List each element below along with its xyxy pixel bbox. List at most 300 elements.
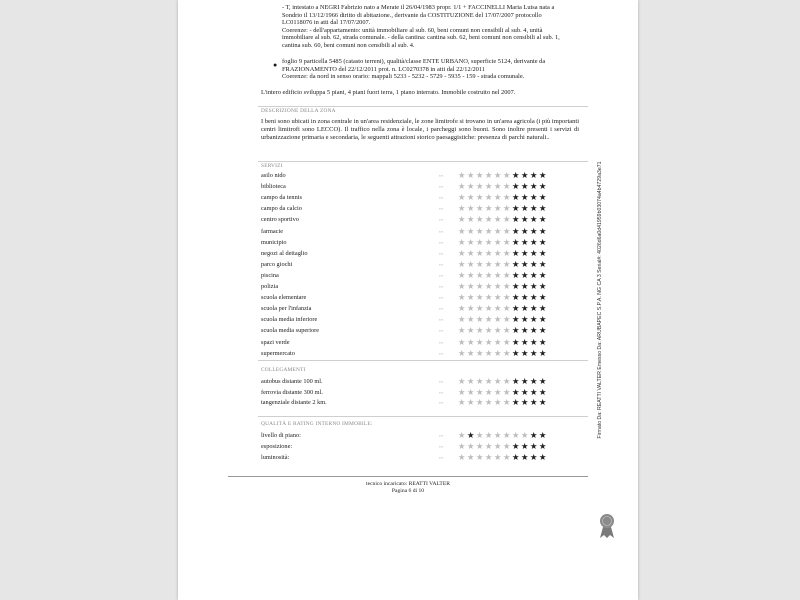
- star-icon: ★: [520, 441, 529, 451]
- star-icon: ★: [466, 258, 475, 269]
- rating-label: ferrovia distante 300 ml.: [261, 388, 323, 396]
- star-icon: ★: [475, 236, 484, 247]
- scale-marker: ▪▪▪: [439, 389, 444, 395]
- star-icon: ★: [493, 236, 502, 247]
- star-icon: ★: [520, 269, 529, 280]
- digital-signature-text: Firmato Da: REATTI VALTER Emesso Da: ARUBAPEC S.P.A. NG CA 3 Serial#: 4026d6a0d41959b03074a4b4729a3e71: [597, 161, 603, 439]
- star-icon: ★: [520, 225, 529, 236]
- star-icon: ★: [529, 292, 538, 303]
- star-icon: ★: [511, 225, 520, 236]
- star-icon: ★: [520, 236, 529, 247]
- star-icon: ★: [529, 397, 538, 407]
- star-icon: ★: [475, 292, 484, 303]
- star-icon: ★: [484, 441, 493, 451]
- star-icon: ★: [484, 386, 493, 397]
- star-icon: ★: [538, 325, 547, 336]
- star-icon: ★: [520, 247, 529, 258]
- star-icon: ★: [484, 247, 493, 258]
- star-icon: ★: [457, 192, 466, 203]
- scale-marker: ▪▪▪: [439, 455, 444, 460]
- star-icon: ★: [520, 214, 529, 225]
- star-icon: ★: [511, 236, 520, 247]
- star-icon: ★: [466, 281, 475, 291]
- star-icon: ★: [538, 225, 547, 236]
- star-icon: ★: [475, 314, 484, 325]
- star-icon: ★: [511, 314, 520, 325]
- star-icon: ★: [457, 292, 466, 303]
- star-icon: ★: [502, 430, 511, 440]
- scale-marker: ▪▪▪: [439, 350, 444, 356]
- star-icon: ★: [475, 170, 484, 180]
- certification-ribbon-icon: [597, 513, 617, 539]
- bullet-icon: ●: [273, 61, 278, 69]
- star-icon: ★: [529, 170, 538, 180]
- section-title-zona: DESCRIZIONE DELLA ZONA: [261, 108, 336, 114]
- star-icon: ★: [484, 292, 493, 303]
- star-icon: ★: [511, 452, 520, 462]
- star-icon: ★: [502, 347, 511, 358]
- rating-label: tangenziale distante 2 km.: [261, 399, 327, 406]
- star-icon: ★: [457, 314, 466, 325]
- star-icon: ★: [475, 325, 484, 336]
- star-icon: ★: [538, 376, 547, 386]
- star-icon: ★: [538, 247, 547, 258]
- star-icon: ★: [529, 347, 538, 358]
- star-icon: ★: [475, 214, 484, 225]
- star-icon: ★: [457, 236, 466, 247]
- star-icon: ★: [529, 376, 538, 386]
- star-icon: ★: [511, 325, 520, 336]
- star-icon: ★: [484, 214, 493, 225]
- star-icon: ★: [493, 192, 502, 203]
- star-icon: ★: [538, 258, 547, 269]
- star-icon: ★: [502, 247, 511, 258]
- star-icon: ★: [475, 247, 484, 258]
- star-icon: ★: [475, 181, 484, 192]
- star-icon: ★: [538, 236, 547, 247]
- star-icon: ★: [520, 336, 529, 347]
- star-icon: ★: [538, 386, 547, 397]
- star-icon: ★: [511, 170, 520, 180]
- star-icon: ★: [511, 336, 520, 347]
- star-icon: ★: [457, 376, 466, 386]
- rating-stars: [457, 259, 547, 270]
- star-icon: ★: [475, 347, 484, 358]
- rating-label: scuola elementare: [261, 294, 307, 302]
- star-icon: ★: [502, 325, 511, 336]
- rating-label: centro sportivo: [261, 216, 299, 224]
- star-icon: ★: [502, 170, 511, 180]
- divider: [258, 360, 588, 361]
- star-icon: ★: [466, 247, 475, 258]
- star-icon: ★: [529, 281, 538, 291]
- rating-stars: [457, 237, 547, 248]
- star-icon: ★: [466, 236, 475, 247]
- star-icon: ★: [493, 430, 502, 440]
- star-icon: ★: [538, 397, 547, 407]
- star-icon: ★: [502, 236, 511, 247]
- star-icon: ★: [457, 347, 466, 358]
- star-icon: ★: [457, 214, 466, 225]
- rating-stars: [457, 376, 547, 387]
- scale-marker: ▪▪▪: [439, 173, 444, 178]
- star-icon: ★: [457, 170, 466, 180]
- star-icon: ★: [466, 192, 475, 203]
- star-icon: ★: [466, 347, 475, 358]
- rating-row: [261, 398, 581, 409]
- star-icon: ★: [493, 303, 502, 314]
- star-icon: ★: [511, 303, 520, 314]
- star-icon: ★: [529, 303, 538, 314]
- star-icon: ★: [511, 441, 520, 451]
- rating-stars: [457, 170, 547, 181]
- scale-marker: ▪▪▪: [439, 433, 444, 438]
- rating-stars: [457, 192, 547, 203]
- star-icon: ★: [484, 236, 493, 247]
- scale-marker: ▪▪▪: [439, 284, 444, 289]
- star-icon: ★: [538, 181, 547, 192]
- star-icon: ★: [520, 292, 529, 303]
- star-icon: ★: [484, 314, 493, 325]
- document-page: [178, 0, 638, 600]
- scale-marker: ▪▪▪: [439, 250, 444, 256]
- scale-marker: ▪▪▪: [439, 195, 444, 201]
- rating-stars: [457, 303, 547, 314]
- rating-label: scuola per l'infanzia: [261, 305, 312, 313]
- star-icon: ★: [484, 325, 493, 336]
- star-icon: ★: [493, 325, 502, 336]
- rating-row: [261, 453, 581, 464]
- scale-marker: ▪▪▪: [439, 328, 444, 334]
- star-icon: ★: [457, 430, 466, 440]
- star-icon: ★: [457, 303, 466, 314]
- star-icon: ★: [484, 203, 493, 214]
- star-icon: ★: [502, 452, 511, 462]
- star-icon: ★: [538, 192, 547, 203]
- rating-stars: [457, 314, 547, 325]
- star-icon: ★: [466, 452, 475, 462]
- star-icon: ★: [502, 225, 511, 236]
- zona-description: I beni sono ubicati in zona centrale in un'area residenziale, le zone limitrofe si trovano in un'area agricola (i più importanti centri limitrofi sono LECCO). Il traffico nella zona è locale, i parcheggi sono buoni. Sono inoltre presenti i servizi di urbanizzazione primaria e secondaria, le seguenti attrazioni storico paesaggistiche: presenza di parchi naturali..: [261, 118, 579, 141]
- scale-marker: ▪▪▪: [439, 184, 444, 190]
- rating-label: luminosità:: [261, 454, 290, 461]
- section-title-qualita: QUALITÀ E RATING INTERNO IMMOBILE:: [261, 421, 373, 427]
- star-icon: ★: [466, 214, 475, 225]
- star-icon: ★: [457, 225, 466, 236]
- footer-page-number: Pagina 6 di 10: [391, 488, 425, 494]
- star-icon: ★: [466, 203, 475, 214]
- star-icon: ★: [511, 376, 520, 386]
- star-icon: ★: [457, 336, 466, 347]
- rating-label: polizia: [261, 283, 279, 290]
- star-icon: ★: [511, 214, 520, 225]
- scale-marker: ▪▪▪: [439, 317, 444, 323]
- star-icon: ★: [493, 203, 502, 214]
- edificio-text: L'intero edificio sviluppa 5 piani, 4 piani fuori terra, 1 piano interrato. Immobile costruito nel 2007.: [261, 89, 516, 96]
- scale-marker: ▪▪▪: [439, 400, 444, 405]
- star-icon: ★: [493, 314, 502, 325]
- star-icon: ★: [475, 225, 484, 236]
- rating-stars: [457, 387, 547, 398]
- star-icon: ★: [520, 386, 529, 397]
- star-icon: ★: [511, 292, 520, 303]
- star-icon: ★: [538, 292, 547, 303]
- rating-stars: [457, 270, 547, 281]
- footer-divider: [228, 476, 588, 477]
- star-icon: ★: [511, 386, 520, 397]
- star-icon: ★: [457, 247, 466, 258]
- star-icon: ★: [538, 203, 547, 214]
- star-icon: ★: [475, 376, 484, 386]
- star-icon: ★: [520, 181, 529, 192]
- star-icon: ★: [484, 376, 493, 386]
- star-icon: ★: [493, 269, 502, 280]
- scale-marker: ▪▪▪: [439, 206, 444, 212]
- divider: [258, 106, 588, 107]
- star-icon: ★: [493, 347, 502, 358]
- star-icon: ★: [493, 247, 502, 258]
- divider: [258, 416, 588, 417]
- star-icon: ★: [484, 181, 493, 192]
- star-icon: ★: [457, 325, 466, 336]
- rating-stars: [457, 281, 547, 292]
- star-icon: ★: [493, 397, 502, 407]
- rating-label: negozi al dettaglio: [261, 249, 308, 257]
- star-icon: ★: [475, 269, 484, 280]
- star-icon: ★: [502, 258, 511, 269]
- star-icon: ★: [511, 181, 520, 192]
- footer-tecnico: tecnico incaricato: REATTI VALTER: [366, 481, 450, 487]
- rating-label: biblioteca: [261, 183, 286, 191]
- divider: [258, 161, 588, 162]
- star-icon: ★: [520, 203, 529, 214]
- rating-label: spazi verde: [261, 338, 290, 346]
- star-icon: ★: [475, 430, 484, 440]
- star-icon: ★: [529, 386, 538, 397]
- star-icon: ★: [493, 376, 502, 386]
- star-icon: ★: [466, 386, 475, 397]
- star-icon: ★: [484, 452, 493, 462]
- section-title-servizi: SERVIZI: [261, 163, 283, 169]
- star-icon: ★: [484, 347, 493, 358]
- star-icon: ★: [475, 258, 484, 269]
- scale-marker: ▪▪▪: [439, 261, 444, 267]
- star-icon: ★: [484, 303, 493, 314]
- rating-label: campo da calcio: [261, 205, 302, 213]
- star-icon: ★: [538, 170, 547, 180]
- star-icon: ★: [475, 336, 484, 347]
- star-icon: ★: [538, 336, 547, 347]
- star-icon: ★: [475, 452, 484, 462]
- star-icon: ★: [511, 258, 520, 269]
- star-icon: ★: [529, 314, 538, 325]
- star-icon: ★: [520, 192, 529, 203]
- rating-label: autobus distante 100 ml.: [261, 378, 323, 385]
- star-icon: ★: [511, 347, 520, 358]
- star-icon: ★: [457, 441, 466, 451]
- star-icon: ★: [484, 336, 493, 347]
- rating-stars: [457, 181, 547, 192]
- star-icon: ★: [511, 203, 520, 214]
- rating-stars: [457, 248, 547, 259]
- star-icon: ★: [529, 236, 538, 247]
- star-icon: ★: [484, 258, 493, 269]
- scale-marker: ▪▪▪: [439, 444, 444, 449]
- rating-label: scuola media superiore: [261, 327, 320, 335]
- star-icon: ★: [538, 269, 547, 280]
- star-icon: ★: [520, 258, 529, 269]
- star-icon: ★: [466, 303, 475, 314]
- star-icon: ★: [529, 203, 538, 214]
- star-icon: ★: [457, 452, 466, 462]
- star-icon: ★: [493, 181, 502, 192]
- star-icon: ★: [520, 397, 529, 407]
- star-icon: ★: [466, 325, 475, 336]
- star-icon: ★: [502, 181, 511, 192]
- section-title-collegamenti: COLLEGAMENTI: [261, 367, 306, 373]
- star-icon: ★: [520, 325, 529, 336]
- rating-label: parco giochi: [261, 260, 293, 268]
- star-icon: ★: [466, 336, 475, 347]
- star-icon: ★: [538, 214, 547, 225]
- star-icon: ★: [529, 214, 538, 225]
- star-icon: ★: [520, 303, 529, 314]
- star-icon: ★: [502, 376, 511, 386]
- rating-label: campo da tennis: [261, 194, 302, 202]
- star-icon: ★: [529, 269, 538, 280]
- star-icon: ★: [484, 269, 493, 280]
- star-icon: ★: [538, 314, 547, 325]
- star-icon: ★: [538, 452, 547, 462]
- rating-stars: [457, 203, 547, 214]
- star-icon: ★: [457, 386, 466, 397]
- star-icon: ★: [475, 203, 484, 214]
- scale-marker: ▪▪▪: [439, 379, 444, 384]
- star-icon: ★: [493, 452, 502, 462]
- star-icon: ★: [484, 170, 493, 180]
- star-icon: ★: [457, 203, 466, 214]
- rating-stars: [457, 397, 547, 408]
- rating-label: municipio: [261, 238, 287, 246]
- star-icon: ★: [466, 292, 475, 303]
- rating-label: supermercato: [261, 349, 295, 357]
- star-icon: ★: [475, 281, 484, 291]
- star-icon: ★: [502, 397, 511, 407]
- star-icon: ★: [529, 452, 538, 462]
- rating-stars: [457, 337, 547, 348]
- star-icon: ★: [529, 430, 538, 440]
- rating-label: asilo nido: [261, 172, 286, 179]
- star-icon: ★: [520, 430, 529, 440]
- star-icon: ★: [493, 336, 502, 347]
- star-icon: ★: [502, 386, 511, 397]
- star-icon: ★: [529, 225, 538, 236]
- star-icon: ★: [466, 314, 475, 325]
- star-icon: ★: [529, 181, 538, 192]
- star-icon: ★: [493, 386, 502, 397]
- star-icon: ★: [511, 430, 520, 440]
- star-icon: ★: [484, 192, 493, 203]
- star-icon: ★: [502, 314, 511, 325]
- rating-stars: [457, 226, 547, 237]
- star-icon: ★: [493, 214, 502, 225]
- star-icon: ★: [538, 281, 547, 291]
- star-icon: ★: [475, 303, 484, 314]
- star-icon: ★: [466, 441, 475, 451]
- star-icon: ★: [529, 247, 538, 258]
- star-icon: ★: [520, 376, 529, 386]
- star-icon: ★: [466, 376, 475, 386]
- intro-text: [282, 4, 572, 50]
- rating-label: farmacie: [261, 227, 284, 235]
- rating-row: [261, 349, 581, 360]
- star-icon: ★: [529, 336, 538, 347]
- star-icon: ★: [493, 225, 502, 236]
- star-icon: ★: [466, 397, 475, 407]
- star-icon: ★: [511, 247, 520, 258]
- rating-label: scuola media inferiore: [261, 316, 318, 324]
- bullet-text: [282, 58, 572, 81]
- star-icon: ★: [493, 170, 502, 180]
- star-icon: ★: [502, 203, 511, 214]
- star-icon: ★: [466, 170, 475, 180]
- star-icon: ★: [502, 292, 511, 303]
- scale-marker: ▪▪▪: [439, 306, 444, 312]
- rating-stars: [457, 292, 547, 303]
- star-icon: ★: [511, 269, 520, 280]
- star-icon: ★: [538, 347, 547, 358]
- star-icon: ★: [520, 347, 529, 358]
- scale-marker: ▪▪▪: [439, 217, 444, 223]
- star-icon: ★: [502, 214, 511, 225]
- star-icon: ★: [484, 430, 493, 440]
- star-icon: ★: [466, 430, 475, 440]
- star-icon: ★: [457, 181, 466, 192]
- intro-coerenze-line: Coerenze: - dell'appartamento: unità immobiliare al sub. 60, beni comuni non censibili al sub. 4, unità immobiliare al sub. 62, strada comunale. - della cantina: cantina sub. 62, beni comuni non censibili al sub. 1, cantina sub. 60, beni comuni non censibili al sub. 4.: [282, 26, 560, 49]
- star-icon: ★: [493, 292, 502, 303]
- star-icon: ★: [520, 170, 529, 180]
- star-icon: ★: [466, 225, 475, 236]
- star-icon: ★: [493, 441, 502, 451]
- rating-stars: [457, 441, 547, 452]
- star-icon: ★: [529, 192, 538, 203]
- star-icon: ★: [502, 441, 511, 451]
- star-icon: ★: [520, 281, 529, 291]
- star-icon: ★: [475, 397, 484, 407]
- star-icon: ★: [502, 303, 511, 314]
- star-icon: ★: [511, 281, 520, 291]
- rating-label: piscina: [261, 271, 279, 279]
- star-icon: ★: [538, 430, 547, 440]
- star-icon: ★: [538, 441, 547, 451]
- star-icon: ★: [493, 258, 502, 269]
- star-icon: ★: [475, 386, 484, 397]
- scale-marker: ▪▪▪: [439, 228, 444, 234]
- scale-marker: ▪▪▪: [439, 239, 444, 245]
- star-icon: ★: [511, 397, 520, 407]
- rating-stars: [457, 430, 547, 441]
- star-icon: ★: [457, 397, 466, 407]
- star-icon: ★: [475, 192, 484, 203]
- scale-marker: ▪▪▪: [439, 339, 444, 345]
- star-icon: ★: [502, 336, 511, 347]
- star-icon: ★: [475, 441, 484, 451]
- star-icon: ★: [466, 269, 475, 280]
- star-icon: ★: [457, 269, 466, 280]
- rating-stars: [457, 348, 547, 359]
- star-icon: ★: [520, 314, 529, 325]
- rating-label: esposizione:: [261, 443, 293, 450]
